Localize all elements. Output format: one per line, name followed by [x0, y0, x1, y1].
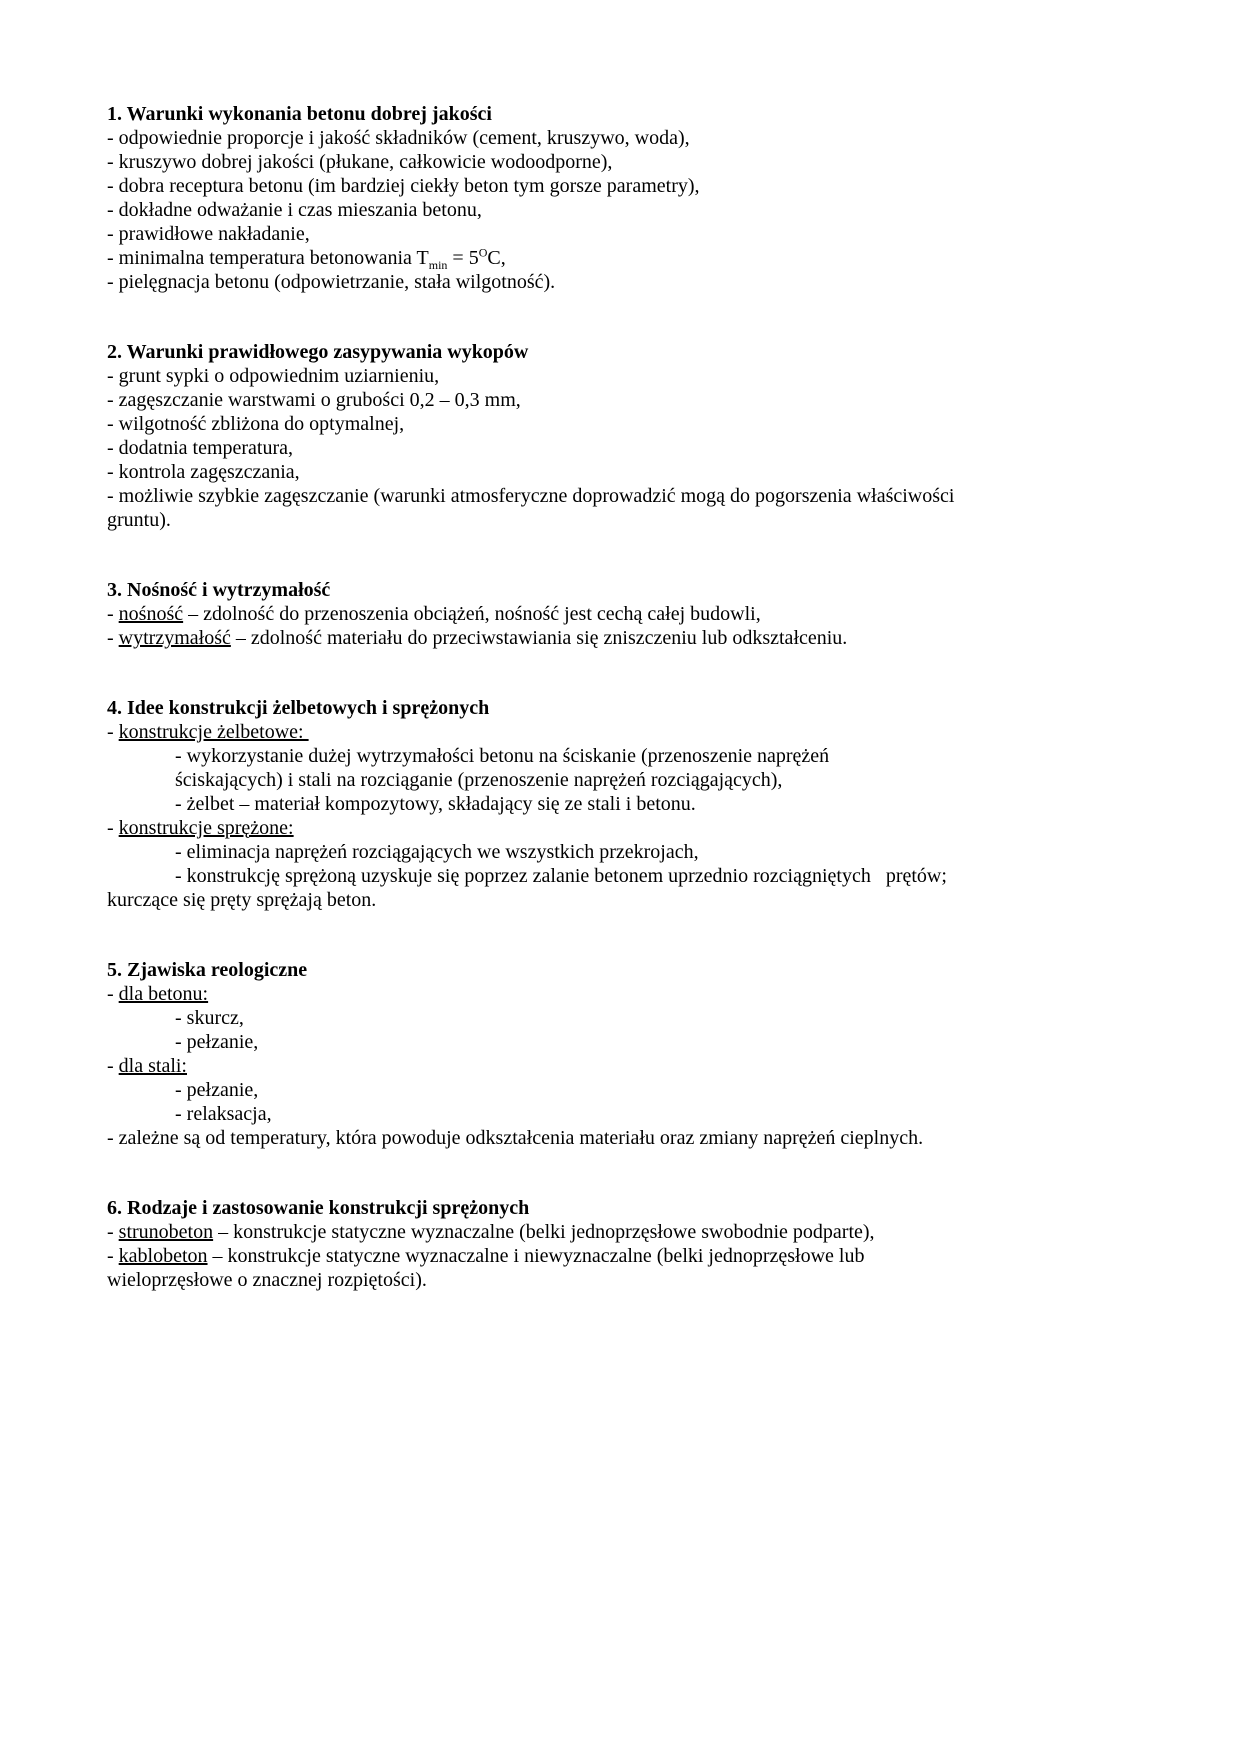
text-run-sub: min	[428, 258, 448, 272]
text-run: -	[107, 983, 119, 1005]
text-line	[107, 1220, 1140, 1244]
text-line	[107, 1078, 1140, 1102]
text-line	[107, 460, 1140, 484]
text-run-underline: kablobeton	[118, 1245, 208, 1267]
text-run: wieloprzęsłowe o znacznej rozpiętości).	[107, 1269, 427, 1291]
section	[107, 102, 1140, 294]
text-line	[107, 1268, 1140, 1292]
text-run-sup: O	[478, 245, 488, 260]
text-line	[107, 508, 1140, 532]
text-line	[107, 270, 1140, 294]
section	[107, 578, 1140, 650]
text-run-underline: dla stali:	[118, 1055, 187, 1077]
text-run: - eliminacja naprężeń rozciągających we wszystkich przekrojach,	[175, 841, 699, 863]
text-run: -	[107, 721, 119, 743]
section	[107, 340, 1140, 532]
section-heading: 6. Rodzaje i zastosowanie konstrukcji sprężonych	[107, 1197, 530, 1219]
text-run: - wykorzystanie dużej wytrzymałości betonu na ściskanie (przenoszenie naprężeń	[175, 745, 830, 767]
text-run: C,	[487, 247, 506, 269]
text-run: -	[107, 1055, 119, 1077]
text-run: -	[107, 627, 119, 649]
text-run: - konstrukcję sprężoną uzyskuje się poprzez zalanie betonem uprzednio rozciągniętych prętów;	[175, 865, 947, 887]
text-run: - prawidłowe nakładanie,	[107, 223, 310, 245]
text-run-underline: konstrukcje sprężone:	[118, 817, 294, 839]
text-line	[107, 150, 1140, 174]
section	[107, 696, 1140, 912]
text-run: - dobra receptura betonu (im bardziej ciekły beton tym gorsze parametry),	[107, 175, 700, 197]
text-run: gruntu).	[107, 509, 171, 531]
text-run: -	[107, 817, 119, 839]
text-run: -	[107, 603, 119, 625]
text-line	[107, 864, 1140, 888]
text-line	[107, 1244, 1140, 1268]
text-run: ściskających) i stali na rozciąganie (przenoszenie naprężeń rozciągających),	[175, 769, 783, 791]
text-run-underline: dla betonu:	[118, 983, 209, 1005]
text-run: - wilgotność zbliżona do optymalnej,	[107, 413, 405, 435]
text-line	[107, 436, 1140, 460]
document-body	[107, 102, 1140, 1292]
text-line	[107, 174, 1140, 198]
text-run: - żelbet – materiał kompozytowy, składający się ze stali i betonu.	[175, 793, 696, 815]
text-run-underline: strunobeton	[118, 1221, 214, 1243]
section-heading: 5. Zjawiska reologiczne	[107, 959, 308, 981]
section-heading: 2. Warunki prawidłowego zasypywania wykopów	[107, 341, 529, 363]
text-run: -	[107, 1245, 119, 1267]
text-run: -	[107, 1221, 119, 1243]
text-run: - możliwie szybkie zagęszczanie (warunki atmosferyczne doprowadzić mogą do pogorszenia właściwości	[107, 485, 955, 507]
text-run: – konstrukcje statyczne wyznaczalne (belki jednoprzęsłowe swobodnie podparte),	[213, 1221, 875, 1243]
text-run: - odpowiednie proporcje i jakość składników (cement, kruszywo, woda),	[107, 127, 690, 149]
text-line	[107, 222, 1140, 246]
section-heading: 1. Warunki wykonania betonu dobrej jakości	[107, 103, 492, 125]
section-heading: 4. Idee konstrukcji żelbetowych i sprężonych	[107, 697, 490, 719]
text-line	[107, 982, 1140, 1006]
text-line	[107, 840, 1140, 864]
text-run: - kruszywo dobrej jakości (płukane, całkowicie wodoodporne),	[107, 151, 613, 173]
text-run: - skurcz,	[175, 1007, 244, 1029]
text-line	[107, 1102, 1140, 1126]
section-heading: 3. Nośność i wytrzymałość	[107, 579, 331, 601]
text-line	[107, 626, 1140, 650]
text-line	[107, 1054, 1140, 1078]
text-line	[107, 888, 1140, 912]
section	[107, 1196, 1140, 1292]
text-line	[107, 602, 1140, 626]
text-run-underline: wytrzymałość	[118, 627, 231, 649]
text-run: - dodatnia temperatura,	[107, 437, 294, 459]
text-run: - pielęgnacja betonu (odpowietrzanie, stała wilgotność).	[107, 271, 556, 293]
text-run: - zależne są od temperatury, która powoduje odkształcenia materiału oraz zmiany naprężeń cieplnych.	[107, 1127, 924, 1149]
text-line	[107, 198, 1140, 222]
text-run: – zdolność do przenoszenia obciążeń, nośność jest cechą całej budowli,	[183, 603, 761, 625]
text-line	[107, 792, 1140, 816]
text-run: - pełzanie,	[175, 1031, 259, 1053]
section	[107, 958, 1140, 1150]
text-line	[107, 1126, 1140, 1150]
text-run: - grunt sypki o odpowiednim uziarnieniu,	[107, 365, 440, 387]
text-run: - pełzanie,	[175, 1079, 259, 1101]
text-line	[107, 412, 1140, 436]
text-line	[107, 1006, 1140, 1030]
text-line	[107, 768, 1140, 792]
text-line	[107, 1030, 1140, 1054]
text-run: - dokładne odważanie i czas mieszania betonu,	[107, 199, 482, 221]
text-run: - kontrola zagęszczania,	[107, 461, 300, 483]
text-run-underline: nośność	[118, 603, 184, 625]
text-line	[107, 246, 1140, 270]
text-line	[107, 720, 1140, 744]
text-line	[107, 484, 1140, 508]
text-line	[107, 388, 1140, 412]
text-run: – konstrukcje statyczne wyznaczalne i niewyznaczalne (belki jednoprzęsłowe lub	[207, 1245, 865, 1267]
text-run: – zdolność materiału do przeciwstawiania się zniszczeniu lub odkształceniu.	[230, 627, 848, 649]
text-line	[107, 744, 1140, 768]
text-line	[107, 364, 1140, 388]
text-run: = 5	[447, 247, 479, 269]
text-run-underline: konstrukcje żelbetowe:	[118, 721, 309, 743]
text-run: - zagęszczanie warstwami o grubości 0,2 – 0,3 mm,	[107, 389, 521, 411]
text-line	[107, 816, 1140, 840]
text-run: kurczące się pręty sprężają beton.	[107, 889, 377, 911]
text-line	[107, 126, 1140, 150]
text-run: - minimalna temperatura betonowania T	[107, 247, 429, 269]
text-run: - relaksacja,	[175, 1103, 272, 1125]
